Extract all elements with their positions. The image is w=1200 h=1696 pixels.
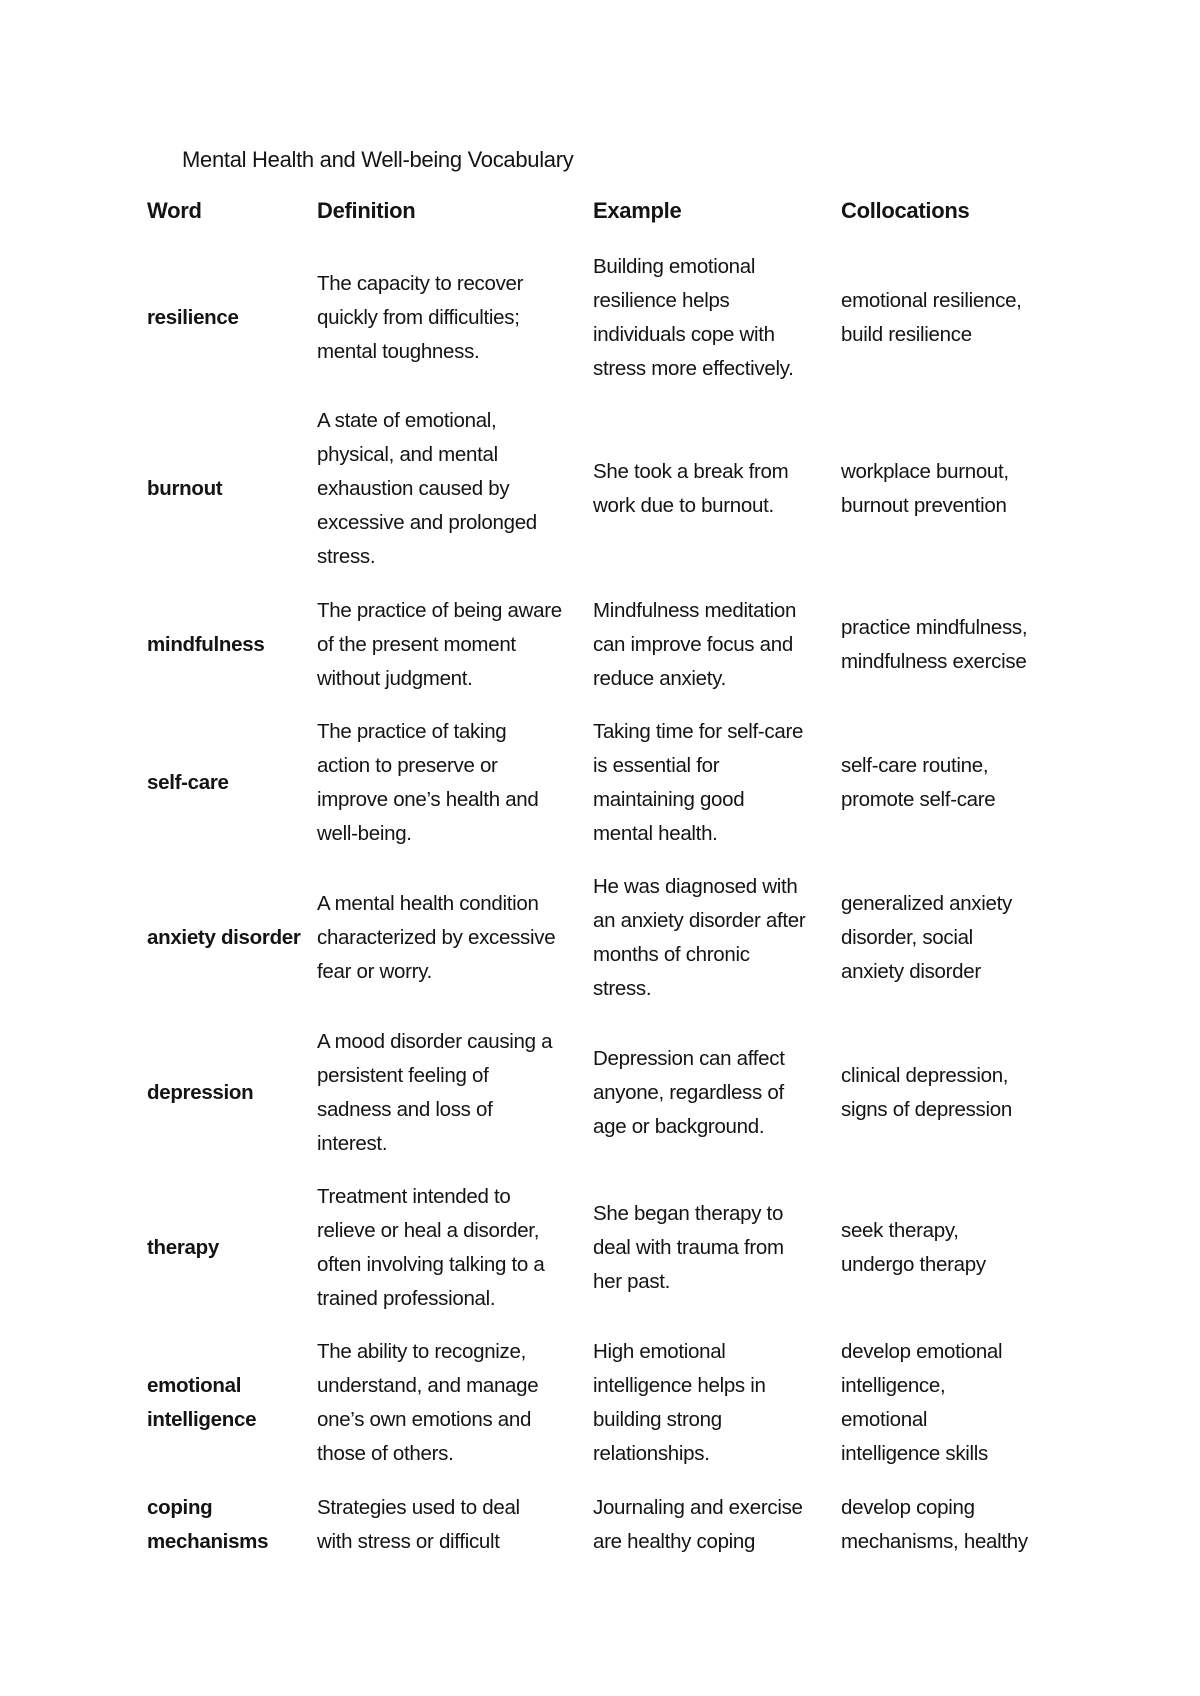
definition-cell: A mood disorder causing a persistent feeling of sadness and loss of interest.	[317, 1030, 553, 1155]
collocations-cell: develop coping mechanisms, healthy	[841, 1496, 1028, 1553]
example-cell: Taking time for self-care is essential for maintaining good mental health.	[593, 720, 804, 845]
example-cell: Building emotional resilience helps individuals cope with stress more effectively.	[593, 255, 794, 380]
example-cell: High emotional intelligence helps in building strong relationships.	[593, 1340, 766, 1465]
word-cell: burnout	[147, 477, 223, 500]
word-cell: anxiety disorder	[147, 926, 301, 949]
definition-cell: The practice of being aware of the present moment without judgment.	[317, 599, 562, 690]
collocations-cell: seek therapy, undergo therapy	[841, 1219, 986, 1276]
example-cell: She took a break from work due to burnout.	[593, 460, 789, 517]
header-word: Word	[147, 198, 202, 223]
definition-cell: The ability to recognize, understand, and manage one’s own emotions and those of others.	[317, 1340, 539, 1465]
definition-cell: A mental health condition characterized by excessive fear or worry.	[317, 892, 556, 983]
example-cell: She began therapy to deal with trauma from her past.	[593, 1202, 784, 1293]
header-example: Example	[593, 198, 682, 223]
definition-cell: A state of emotional, physical, and mental exhaustion caused by excessive and prolonged stress.	[317, 409, 537, 568]
word-cell: coping mechanisms	[147, 1496, 269, 1553]
example-cell: Journaling and exercise are healthy coping	[593, 1496, 803, 1553]
collocations-cell: emotional resilience, build resilience	[841, 289, 1022, 346]
definition-cell: Treatment intended to relieve or heal a disorder, often involving talking to a trained professional.	[317, 1185, 545, 1310]
example-cell: Mindfulness meditation can improve focus and reduce anxiety.	[593, 599, 797, 690]
example-cell: Depression can affect anyone, regardless of age or background.	[593, 1047, 785, 1138]
word-cell: emotional intelligence	[147, 1374, 257, 1431]
header-definition: Definition	[317, 198, 416, 223]
definition-cell: The practice of taking action to preserve or improve one’s health and well-being.	[317, 720, 539, 845]
collocations-cell: practice mindfulness, mindfulness exercise	[841, 616, 1028, 673]
collocations-cell: workplace burnout, burnout prevention	[841, 460, 1009, 517]
word-cell: self-care	[147, 771, 229, 794]
collocations-cell: clinical depression, signs of depression	[841, 1064, 1012, 1121]
word-cell: depression	[147, 1081, 254, 1104]
document-title: Mental Health and Well-being Vocabulary	[182, 147, 574, 172]
definition-cell: Strategies used to deal with stress or difficult	[317, 1496, 520, 1553]
example-cell: He was diagnosed with an anxiety disorder after months of chronic stress.	[593, 875, 806, 1000]
collocations-cell: develop emotional intelligence, emotional intelligence skills	[841, 1340, 1003, 1465]
definition-cell: The capacity to recover quickly from difficulties; mental toughness.	[317, 272, 524, 363]
word-cell: resilience	[147, 306, 239, 329]
word-cell: therapy	[147, 1236, 219, 1259]
collocations-cell: self-care routine, promote self-care	[841, 754, 996, 811]
header-collocations: Collocations	[841, 198, 970, 223]
word-cell: mindfulness	[147, 633, 265, 656]
collocations-cell: generalized anxiety disorder, social anxiety disorder	[841, 892, 1012, 983]
